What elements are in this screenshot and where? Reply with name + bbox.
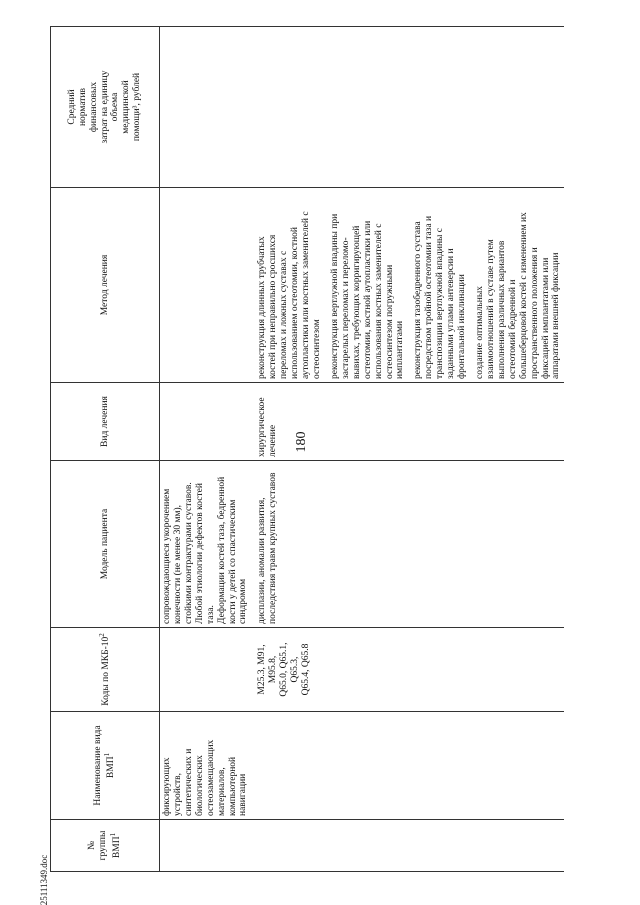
model-line: синдромом [238,578,249,624]
method-block [475,191,562,379]
vmp-name-line: биологических [194,755,205,816]
model-line: сопровождающиеся укорочением [162,488,172,624]
vmp-name-line: синтетических и [183,748,194,816]
method-line: использования костных заменителей с [373,223,384,379]
method-line: остеотомии, костной аутопластики или [362,220,373,379]
header-cost-line: медицинской [121,80,132,134]
method-line: взаимоотношений в суставе путем [485,239,496,379]
header-cost-line: Средний [66,89,77,125]
header-cost-line: норматив [77,87,88,127]
header-treatment-method: Метод лечения [51,188,160,383]
header-cost-norm [51,27,160,188]
page-number: 180 [294,431,309,453]
method-line: остеосинтезом погружными [384,264,395,379]
row2-vmp-name [255,712,564,820]
method-line: реконструкция тазобедренного сустава [413,221,424,379]
document-id: 25111349.doc [39,854,49,905]
model-line: стойкими контрактурами суставов. [183,482,194,624]
header-cost-line: финансовых [88,81,99,133]
method-line: костей при неправильно сросшихся [268,234,279,379]
icd-code-line: M25.3, M91, M95.8, [257,644,279,695]
header-row [51,27,160,872]
method-line: большеберцовой костей с изменением их [518,212,529,379]
table-row [255,27,564,872]
method-line: остеосинтезом [311,319,322,379]
method-line: реконструкция вертлужной впадины при [329,213,340,379]
header-cost-line: объема [110,92,121,122]
method-block [413,191,468,379]
vmp-table [50,26,564,872]
method-line: аутопластики или костных заменителей с [301,211,312,379]
icd-code-line: Q65.0, Q65.1, Q65.3, [279,642,301,697]
model-line: Деформации костей таза, бедренной [216,476,227,624]
method-line: создание оптимальных [474,286,485,379]
row2-cost [255,27,564,188]
method-line: переломах и ложных суставах с [279,250,290,379]
header-cost-line: затрат на единицу [99,70,110,144]
row2-codes [255,628,564,712]
treatment-line: лечение [268,424,279,457]
model-line: последствия травм крупных суставов [268,472,279,624]
row1-method [160,188,252,383]
method-block [330,191,406,379]
header-cost-line: помощи³, рублей [132,72,143,142]
row1-group [160,820,252,872]
row1-cost [160,27,252,188]
icd-code-line: Q65.4, Q65.8 [301,643,312,696]
vmp-name-line: навигации [238,773,249,816]
method-line: реконструкция длинных трубчатых [257,236,268,379]
method-line: заданными углами антеверсии и [446,248,457,379]
method-line: фронтальной инклинации [457,274,468,379]
method-line: фиксацией имплантатами или [540,257,551,379]
header-group-line: № [87,840,98,851]
method-line: застарелых переломах и переломо- [340,237,351,379]
header-group-line: группы [97,830,108,861]
header-group-lines [87,823,123,868]
row2-patient-model [255,461,564,628]
row2-methods [255,188,564,383]
table-row [160,27,252,872]
model-line: дисплазии, аномалии развития, [257,497,268,624]
row1-codes [160,628,252,712]
method-line: вывихах, требующих корригирующей [351,225,362,379]
row2-group [255,820,564,872]
vmp-name-line: остеозамещающих [205,739,216,816]
treatment-line: хирургическое [257,397,268,457]
vmp-name-line: материалов, компьютерной [216,756,238,816]
vmp-name-line: фиксирующих устройств, [162,757,183,816]
method-line: посредством тройной остеотомии таза и [424,215,435,379]
method-line: использованием остеотомии, костной [290,226,301,379]
method-line: выполнения различных вариантов [496,240,507,379]
method-line: транспозиции вертлужной впадины с [435,227,446,379]
header-group-line: ВМП$^1$ [108,832,123,859]
row2-treatment [255,383,564,461]
method-line: остеотомий бедренной и [507,279,518,379]
row1-vmp-name [160,712,252,820]
model-line: Любой этиологии дефектов костей таза. [194,483,216,624]
row1-patient-model [160,461,252,628]
model-line: кости у детей со спастическим [227,499,238,624]
header-icd-codes: Коды по МКБ-$10^2$ [51,628,160,712]
model-line: конечности (не менее 30 мм), [172,504,183,624]
method-line: пространственного положения и [529,247,540,379]
method-line: аппаратами внешней фиксации [551,252,562,379]
row1-treatment [160,383,252,461]
header-group-number [51,820,160,872]
method-line: имплантатами [395,320,406,379]
header-patient-model: Модель пациента [51,461,160,628]
rotated-table-container [50,27,590,872]
method-block [257,191,323,379]
header-treatment-type: Вид лечения [51,383,160,461]
header-vmp-name: Наименование вида ВМП$^1$ [51,712,160,820]
